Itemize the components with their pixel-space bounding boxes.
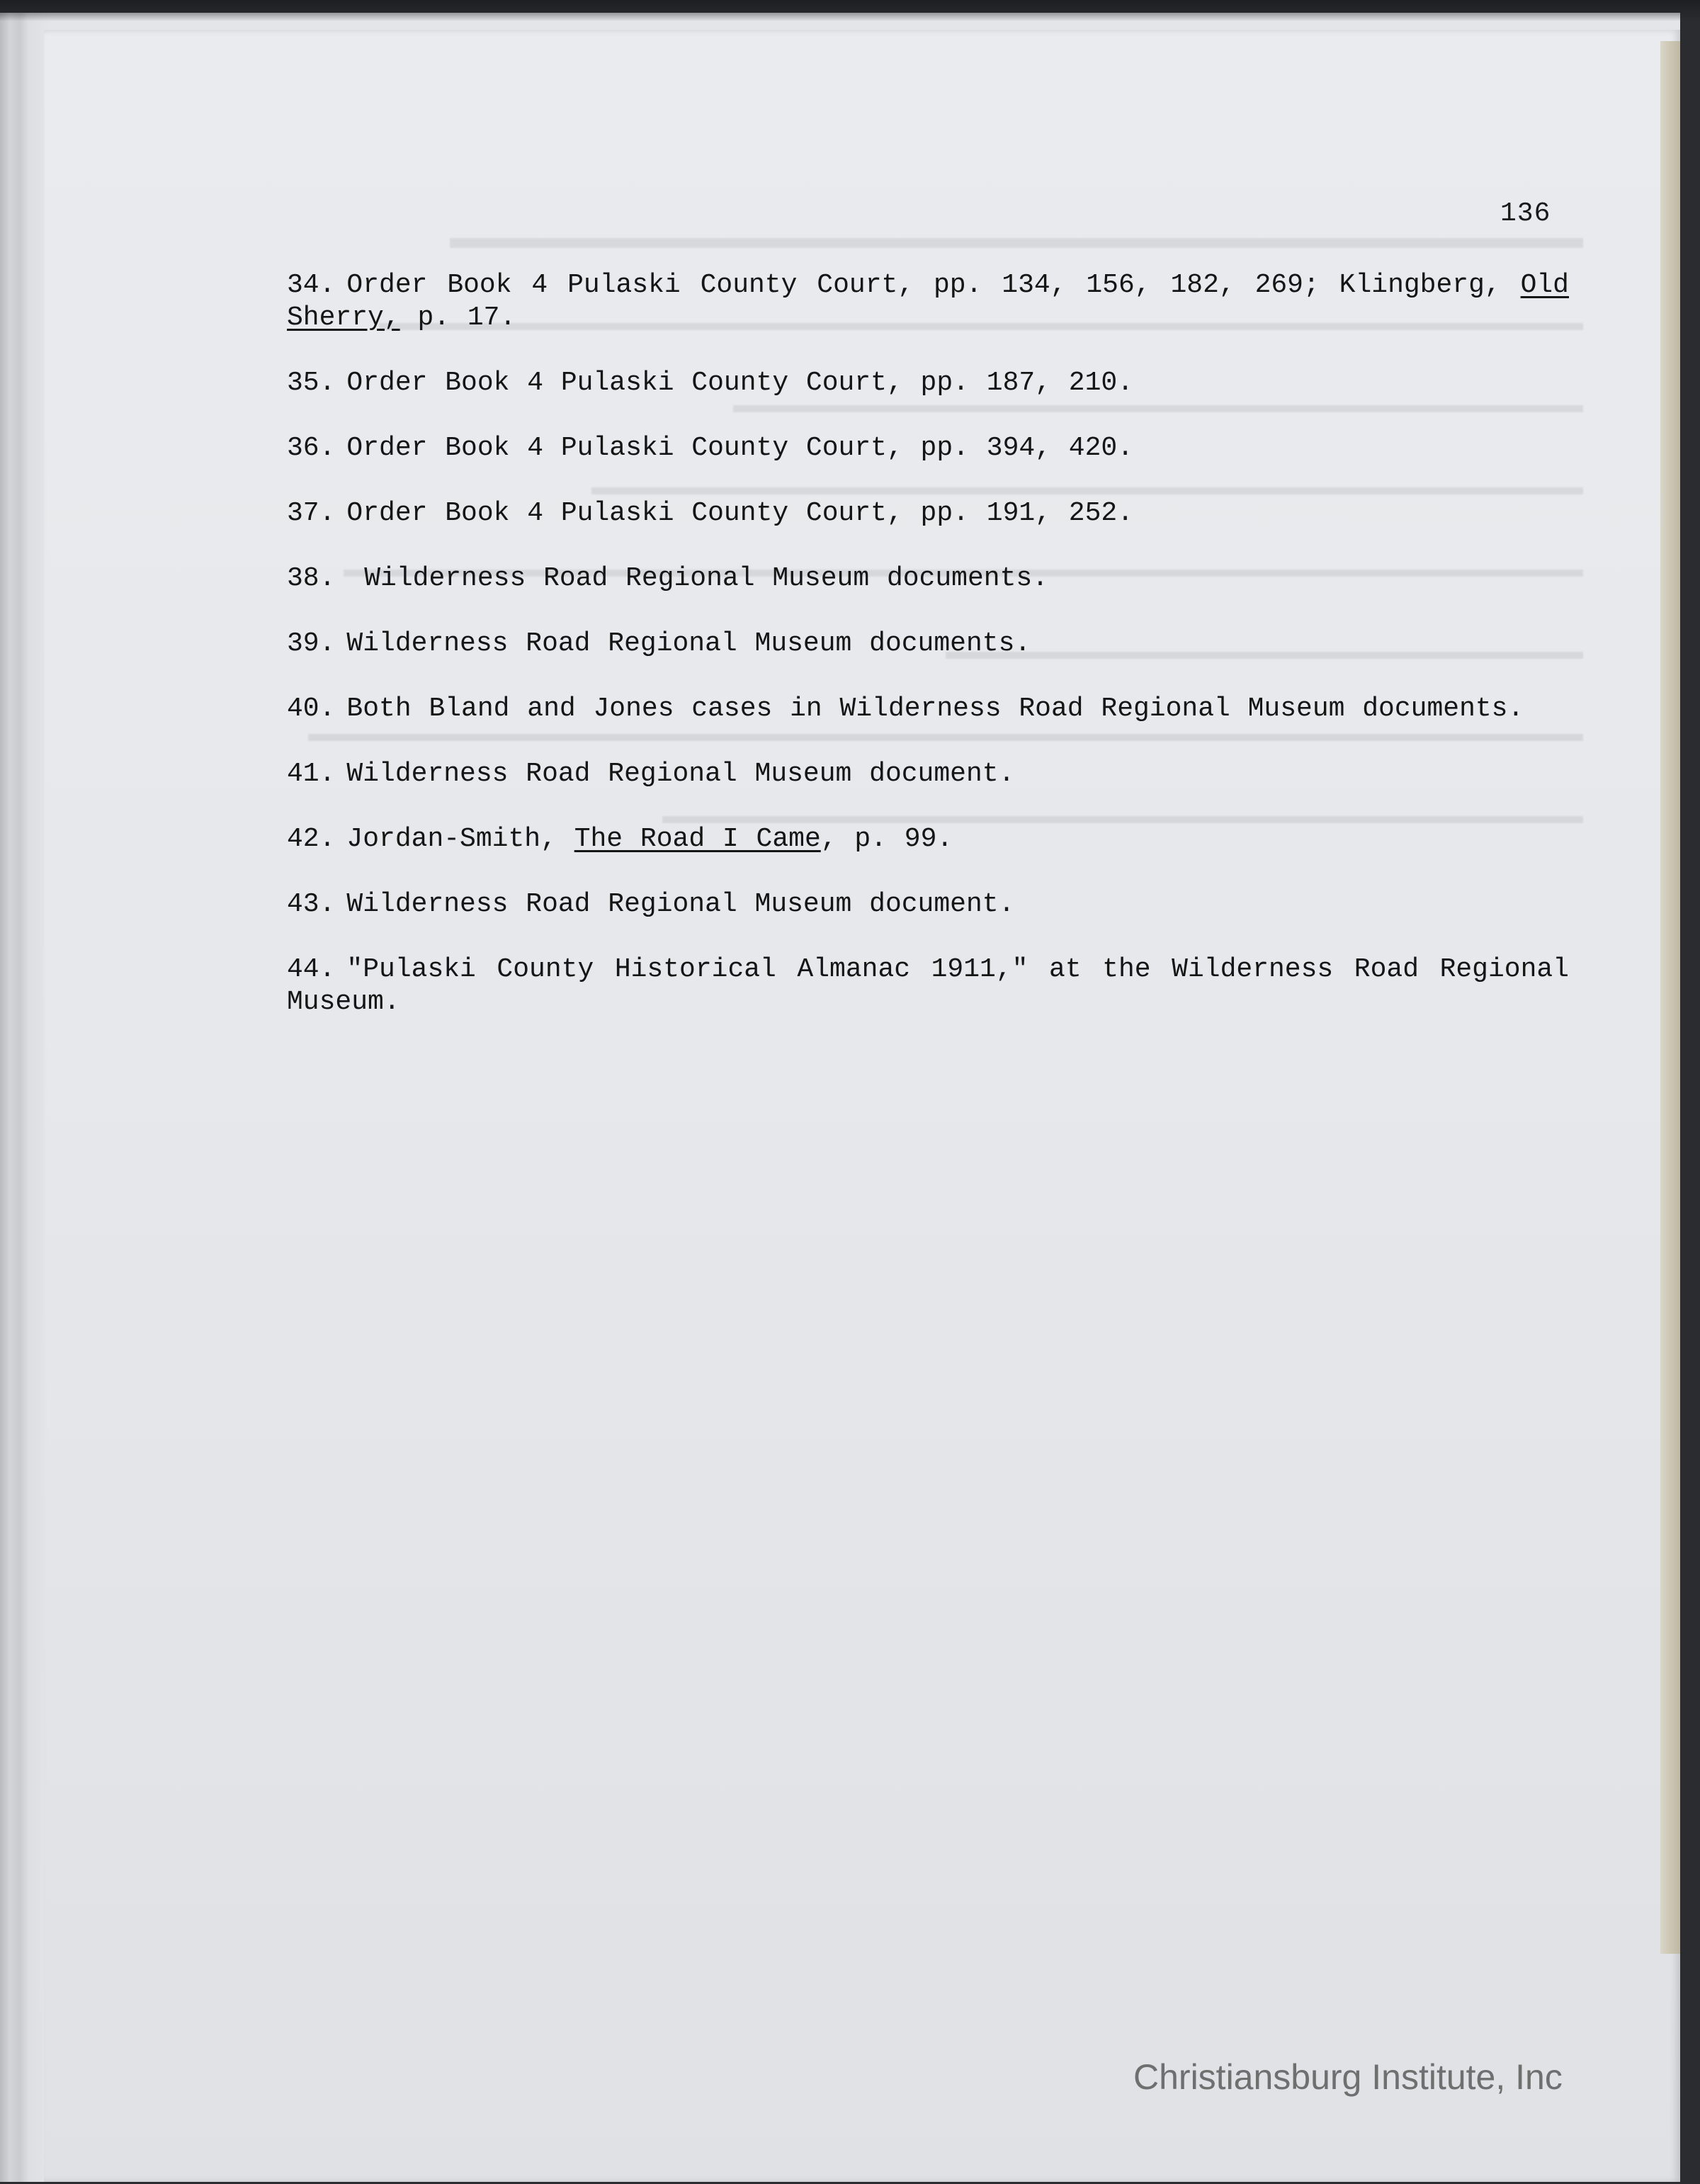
endnote-number: 42. (287, 824, 336, 854)
endnote-text: Order Book 4 Pulaski County Court, pp. 187, 210. (346, 368, 1133, 398)
endnote-text: Order Book 4 Pulaski County Court, pp. 394, 420. (346, 433, 1133, 463)
endnote-number: 35. (287, 368, 336, 398)
endnote-number: 38. (287, 563, 336, 594)
page-number: 136 (1500, 198, 1551, 229)
endnote-number: 41. (287, 759, 336, 789)
endnote (287, 269, 1569, 334)
endnote (287, 628, 1569, 660)
endnote-text: Order Book 4 Pulaski County Court, pp. 191, 252. (346, 498, 1133, 528)
endnote-text: Wilderness Road Regional Museum document. (346, 889, 1015, 920)
endnote-text: Wilderness Road Regional Museum document. (346, 759, 1015, 789)
endnote-number: 36. (287, 433, 336, 463)
endnote (287, 432, 1569, 465)
endnote-text: Wilderness Road Regional Museum documents. (346, 563, 1048, 594)
endnote-text: p. 17. (400, 302, 516, 333)
scan-top-shadow (0, 0, 1700, 21)
endnotes-list (287, 269, 1569, 1051)
endnote-title: Old Sherry, (287, 270, 1569, 333)
endnote-text: "Pulaski County Historical Almanac 1911," at the Wilderness Road Regional Museum. (287, 954, 1569, 1017)
watermark: Christiansburg Institute, Inc (1133, 2057, 1563, 2097)
endnote (287, 367, 1569, 400)
endnote-number: 34. (287, 270, 336, 300)
endnote (287, 497, 1569, 530)
endnote-text: Order Book 4 Pulaski County Court, pp. 134, 156, 182, 269; Klingberg, (346, 270, 1521, 300)
endnote-number: 37. (287, 498, 336, 528)
endnote-text: Jordan-Smith, (346, 824, 574, 854)
endnote-number: 44. (287, 954, 336, 985)
page-right-edge (1660, 41, 1680, 1954)
endnote-number: 40. (287, 694, 336, 724)
endnote-text: Both Bland and Jones cases in Wilderness Road Regional Museum documents. (346, 694, 1524, 724)
endnote-text: Wilderness Road Regional Museum documents. (346, 628, 1031, 659)
endnote (287, 758, 1569, 791)
endnote (287, 562, 1569, 595)
endnote-number: 39. (287, 628, 336, 659)
endnote-title: The Road I Came (574, 824, 821, 854)
endnote-text: , p. 99. (820, 824, 953, 854)
endnote (287, 693, 1569, 725)
endnote (287, 823, 1569, 856)
endnote-number: 43. (287, 889, 336, 920)
endnote (287, 888, 1569, 921)
endnote (287, 954, 1569, 1019)
